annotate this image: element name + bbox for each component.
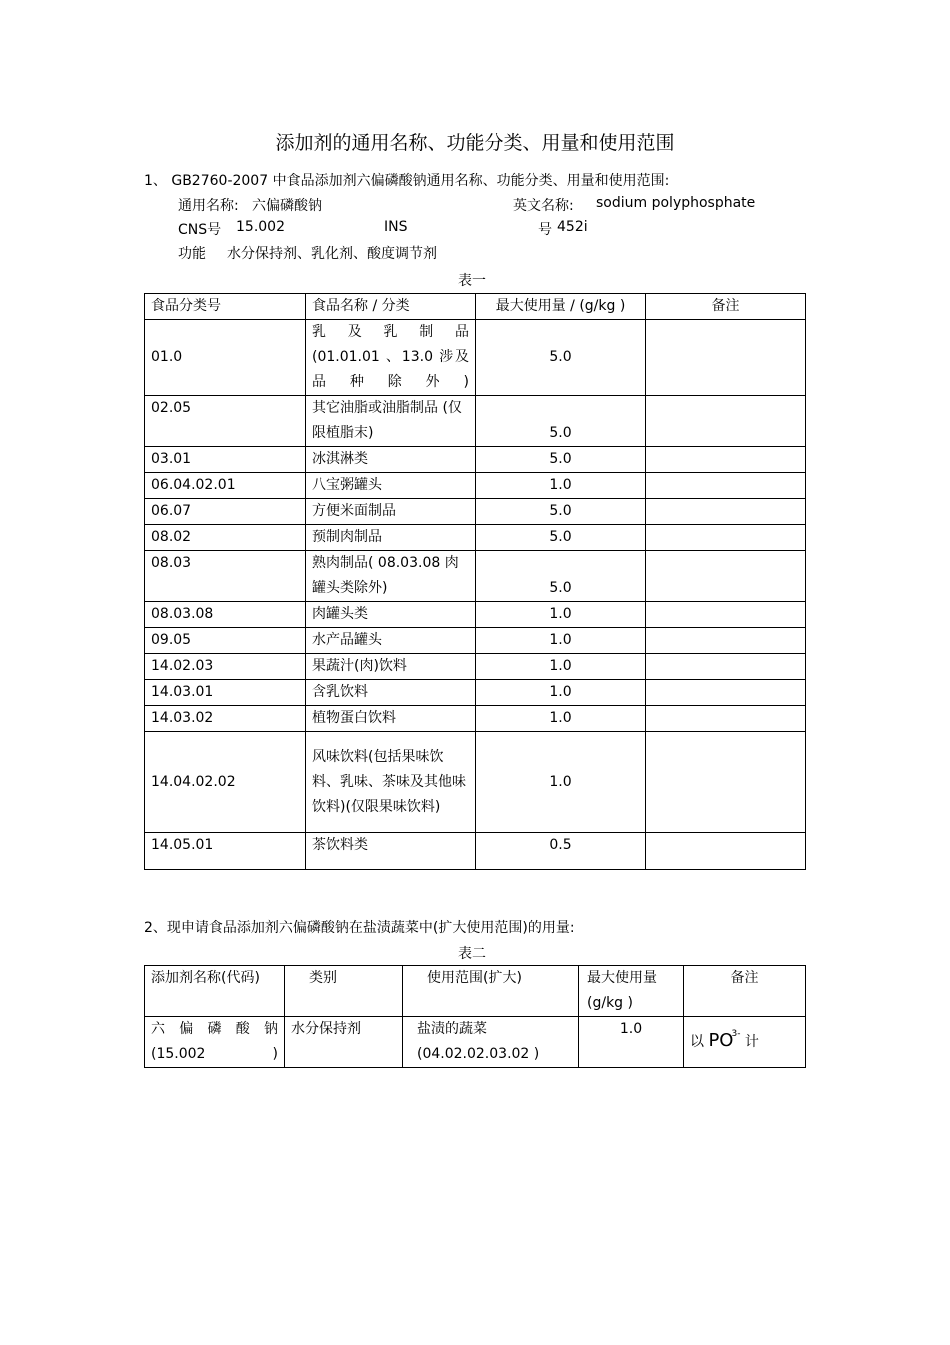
table1-caption: 表一: [458, 273, 486, 289]
row-amount: 5.0: [476, 551, 646, 602]
row-amount: 5.0: [476, 447, 646, 473]
ins-value: 452i: [557, 219, 588, 235]
row-code: 06.04.02.01: [145, 473, 306, 499]
table-row: [145, 680, 806, 706]
table-row: [145, 396, 806, 447]
row-amount: 5.0: [476, 320, 646, 396]
table2-caption: 表二: [458, 946, 486, 962]
table-row: [145, 499, 806, 525]
row-scope: 盐渍的蔬菜 (04.02.02.03.02 ): [403, 1017, 579, 1068]
row-amount: 0.5: [476, 833, 646, 870]
row-note: [646, 525, 806, 551]
row-name: 水产品罐头: [306, 628, 476, 654]
function-value: 水分保持剂、乳化剂、酸度调节剂: [227, 246, 437, 262]
row-category: 水分保持剂: [285, 1017, 403, 1068]
row-amount: 1.0: [476, 602, 646, 628]
table2: [144, 965, 806, 1068]
common-name-label: 通用名称:: [178, 198, 239, 214]
table-row: [145, 833, 806, 870]
row-name: 肉罐头类: [306, 602, 476, 628]
row-name: 熟肉制品( 08.03.08 肉罐头类除外): [306, 551, 476, 602]
row-name: 其它油脂或油脂制品 (仅限植脂末): [306, 396, 476, 447]
row-note: [646, 680, 806, 706]
function-label: 功能: [178, 246, 206, 262]
row-code: 14.04.02.02: [145, 732, 306, 833]
header-name: 食品名称 / 分类: [306, 294, 476, 320]
row-note: [646, 628, 806, 654]
row-code: 03.01: [145, 447, 306, 473]
row-name: 乳 及 乳 制 品 (01.01.01 、13.0 涉及品种除外): [306, 320, 476, 396]
row-code: 08.03: [145, 551, 306, 602]
table-row: [145, 447, 806, 473]
row-code: 14.03.02: [145, 706, 306, 732]
table-row: [145, 628, 806, 654]
row-name: 含乳饮料: [306, 680, 476, 706]
note-superscript: 3-: [731, 1028, 741, 1039]
section1-heading: 1、 GB2760-2007 中食品添加剂六偏磷酸钠通用名称、功能分类、用量和使用范围:: [144, 173, 670, 189]
row-amount: 1.0: [476, 732, 646, 833]
ins-label: INS: [384, 219, 408, 235]
header-additive: 添加剂名称(代码): [145, 966, 285, 1017]
row-note: [646, 732, 806, 833]
row-note: [646, 499, 806, 525]
row-code: 02.05: [145, 396, 306, 447]
row-additive: 六 偏 磷 酸 钠 (15.002 ): [145, 1017, 285, 1068]
common-name-value: 六偏磷酸钠: [252, 198, 322, 214]
row-note: [646, 833, 806, 870]
row-code: 14.05.01: [145, 833, 306, 870]
row-name: 冰淇淋类: [306, 447, 476, 473]
row-amount: 5.0: [476, 499, 646, 525]
row-note: [646, 320, 806, 396]
row-code: 14.02.03: [145, 654, 306, 680]
header-amount: 最大使用量 (g/kg ): [579, 966, 684, 1017]
row-amount: 5.0: [476, 396, 646, 447]
note-suffix: 计: [744, 1033, 759, 1050]
table1: [144, 293, 806, 870]
table-row: [145, 525, 806, 551]
row-note: [646, 602, 806, 628]
row-name: 预制肉制品: [306, 525, 476, 551]
table-row: [145, 706, 806, 732]
header-scope: 使用范围(扩大): [403, 966, 579, 1017]
table-row: [145, 320, 806, 396]
row-note: [646, 447, 806, 473]
row-code: 08.02: [145, 525, 306, 551]
row-code: 08.03.08: [145, 602, 306, 628]
row-note: [646, 396, 806, 447]
row-note: [646, 706, 806, 732]
row-amount: 1.0: [476, 680, 646, 706]
row-code: 14.03.01: [145, 680, 306, 706]
row-code: 09.05: [145, 628, 306, 654]
table-row: [145, 602, 806, 628]
table-row: [145, 654, 806, 680]
row-name: 植物蛋白饮料: [306, 706, 476, 732]
ins-suffix: 号: [538, 222, 552, 238]
table2-header-row: [145, 966, 806, 1017]
row-amount: 1.0: [476, 628, 646, 654]
header-note: 备注: [646, 294, 806, 320]
english-name-value: sodium polyphosphate: [596, 195, 756, 211]
row-note: [646, 473, 806, 499]
note-formula: PO: [708, 1029, 734, 1051]
row-amount: 1.0: [579, 1017, 684, 1068]
cns-label: CNS号: [178, 222, 222, 238]
table-row: [145, 1017, 806, 1068]
row-code: 01.0: [145, 320, 306, 396]
row-name: 茶饮料类: [306, 833, 476, 870]
section2-heading: 2、现申请食品添加剂六偏磷酸钠在盐渍蔬菜中(扩大使用范围)的用量:: [144, 920, 575, 936]
row-amount: 1.0: [476, 654, 646, 680]
row-name: 风味饮料(包括果味饮料、乳味、茶味及其他味饮料)(仅限果味饮料): [306, 732, 476, 833]
header-amount: 最大使用量 / (g/kg ): [476, 294, 646, 320]
row-name: 果蔬汁(肉)饮料: [306, 654, 476, 680]
table1-header-row: [145, 294, 806, 320]
row-amount: 1.0: [476, 706, 646, 732]
row-note: [646, 654, 806, 680]
table-row: [145, 473, 806, 499]
row-amount: 5.0: [476, 525, 646, 551]
row-code: 06.07: [145, 499, 306, 525]
row-amount: 1.0: [476, 473, 646, 499]
table-row: [145, 732, 806, 833]
row-note: [684, 1017, 806, 1068]
page-title: 添加剂的通用名称、功能分类、用量和使用范围: [275, 132, 675, 154]
row-name: 八宝粥罐头: [306, 473, 476, 499]
row-name: 方便米面制品: [306, 499, 476, 525]
english-name-label: 英文名称:: [513, 198, 574, 214]
header-category: 类别: [285, 966, 403, 1017]
cns-value: 15.002: [236, 219, 285, 235]
table-row: [145, 551, 806, 602]
note-prefix: 以: [690, 1033, 704, 1050]
header-note: 备注: [684, 966, 806, 1017]
row-note: [646, 551, 806, 602]
header-code: 食品分类号: [145, 294, 306, 320]
